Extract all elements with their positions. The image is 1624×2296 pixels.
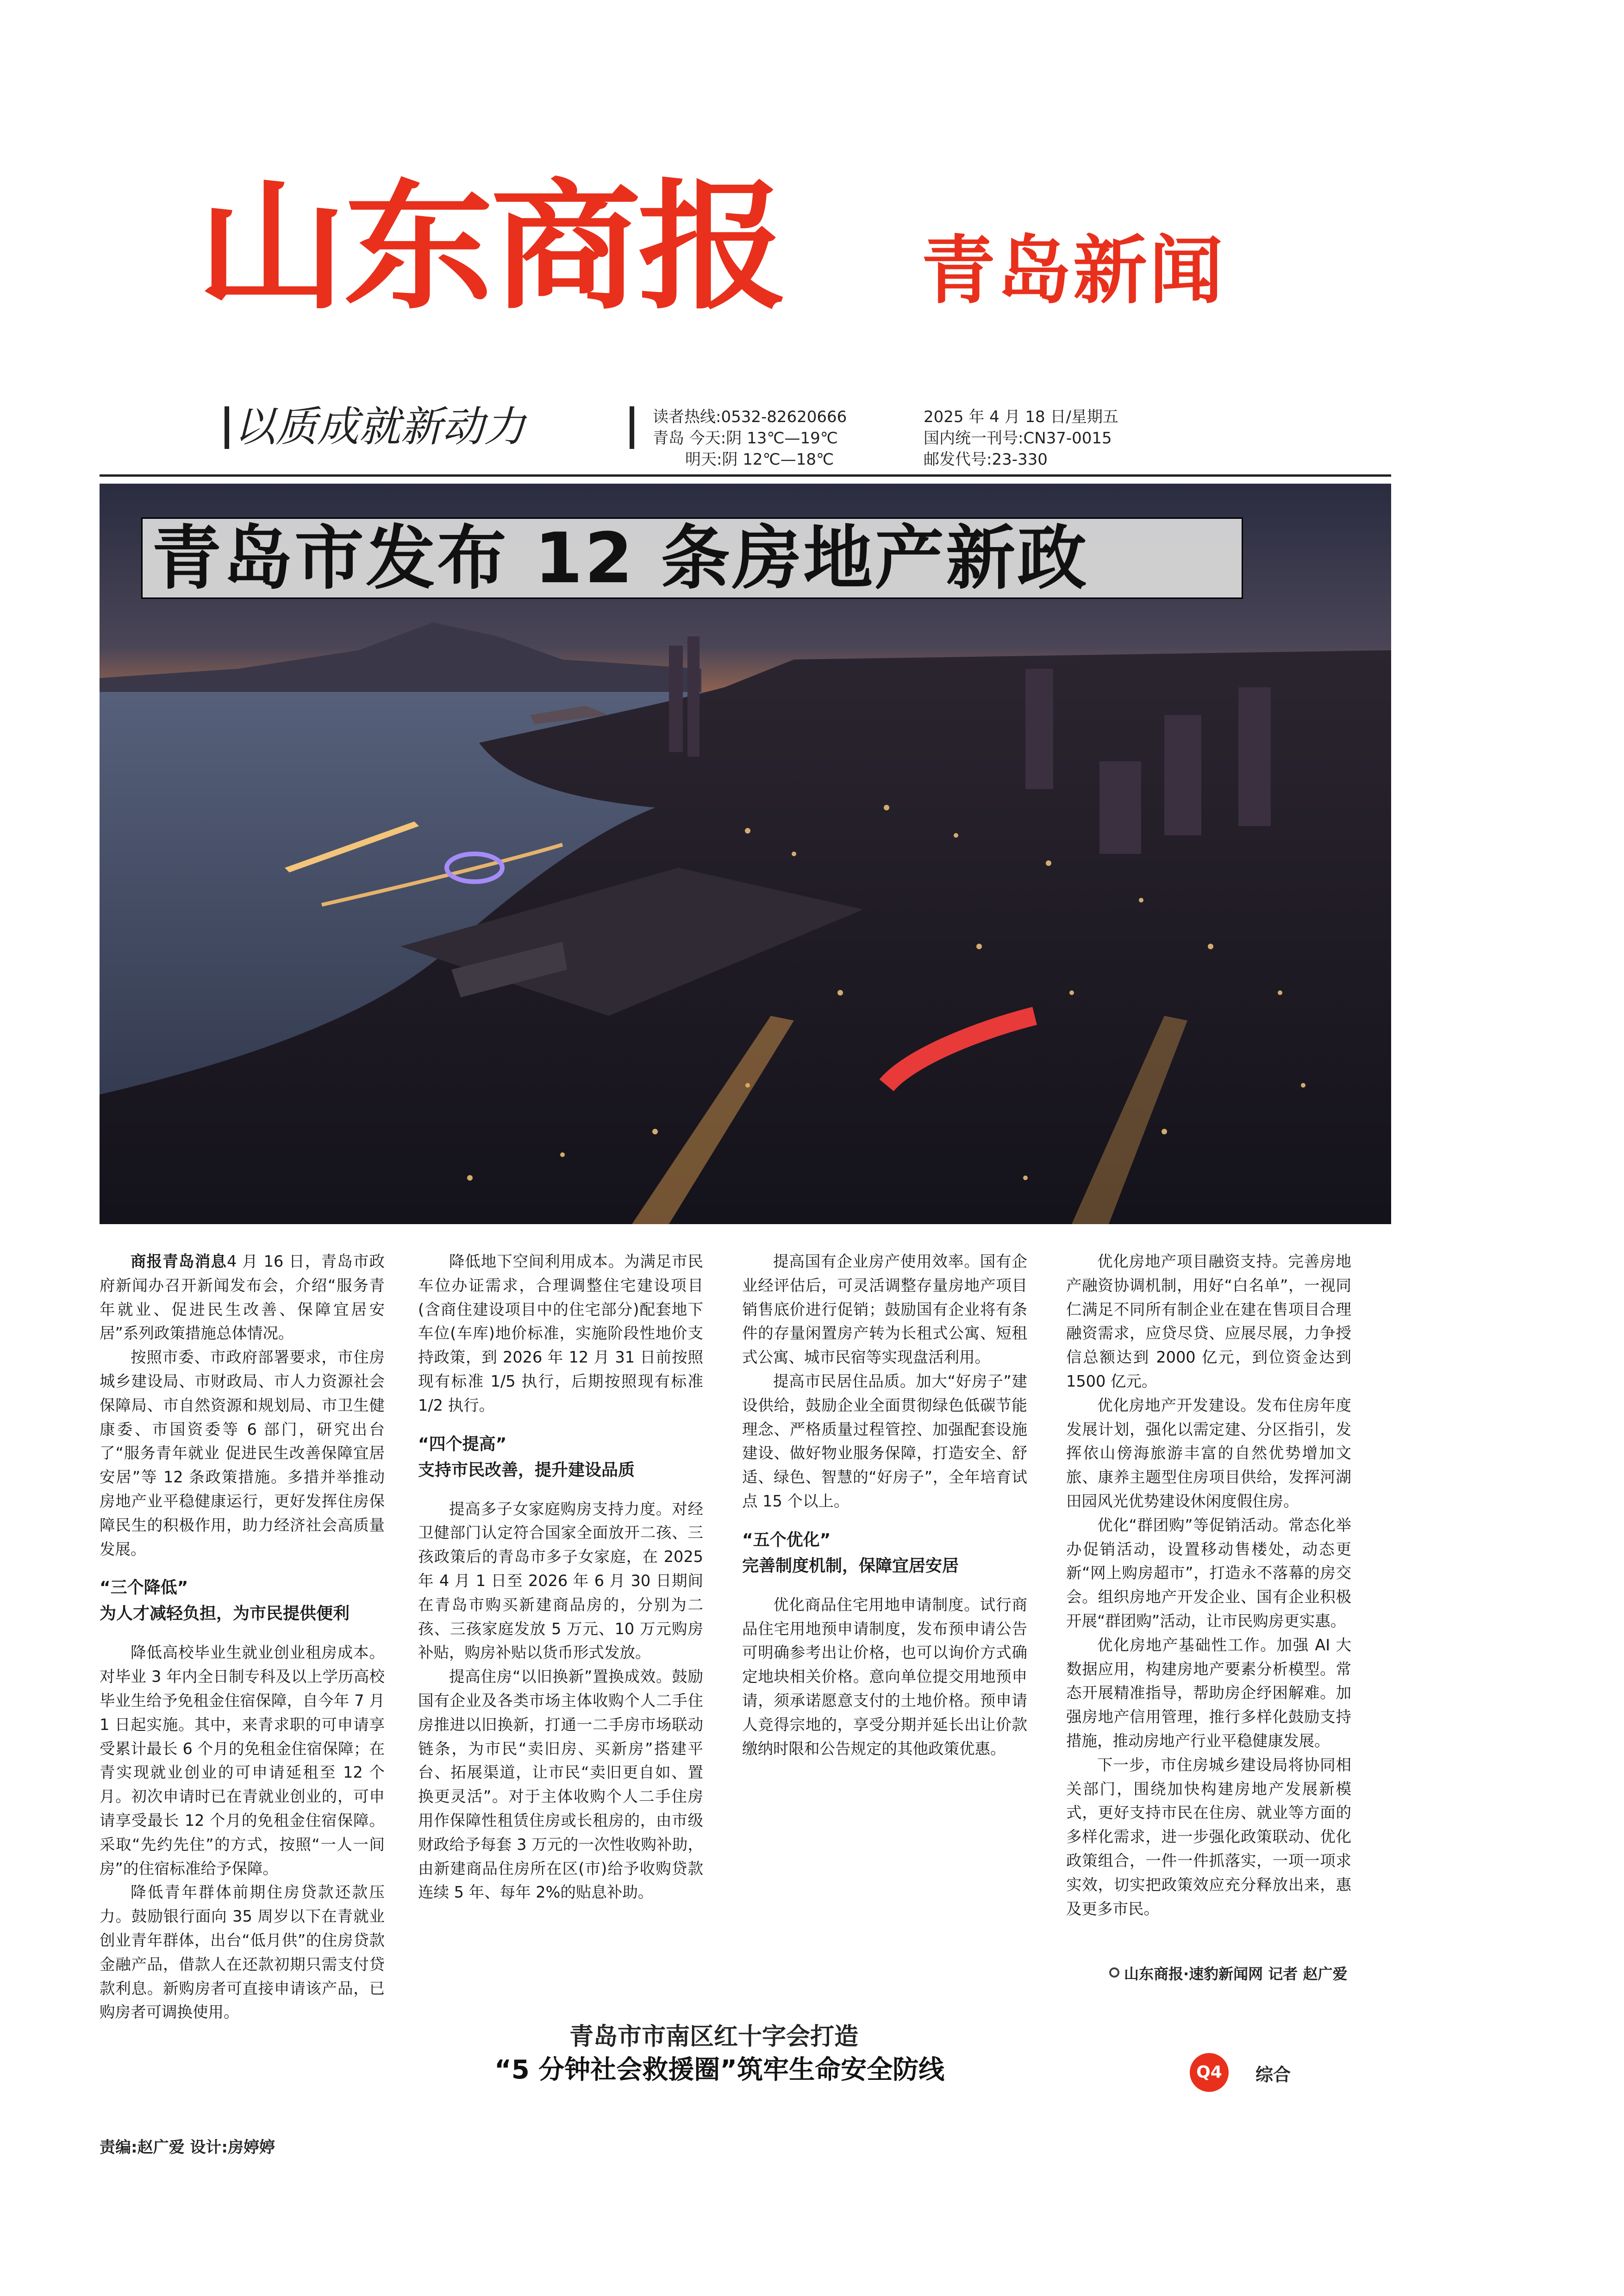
section-1-title: “三个降低” [100,1578,188,1598]
section-2-subtitle: 支持市民改善，提升建设品质 [418,1460,635,1480]
editor-credit: 责编:赵广爱 设计:房婷婷 [100,2138,275,2157]
postal-code: 邮发代号:23-330 [924,450,1048,469]
paragraph: 降低地下空间利用成本。为满足市民车位办证需求，合理调整住宅建设项目(含商住建设项目中的住宅部分)配套地下车位(车库)地价标准，实施阶段性地价支持政策，到 2026 年 12 月 31 日前按照现有标准 1/5 执行，后期按照现有标准 1/2 执行。 [418,1252,703,1414]
paragraph: 按照市委、市政府部署要求，市住房城乡建设局、市财政局、市人力资源社会保障局、市自然资源和规划局、市卫生健康委、市国资委等 6 部门，研究出台了“服务青年就业 促进民生改善保障宜居安居”等 12 条政策措施。多措并举推动房地产业平稳健康运行，更好发挥住房保障民生的积极作用，助力经济社会高质量发展。 [100,1348,385,1558]
paragraph: 下一步，市住房城乡建设局将协同相关部门，围绕加快构建房地产发展新模式，更好支持市民在住房、就业等方面的多样化需求，进一步强化政策联动、优化政策组合，一件一件抓落实，一项一项求实效，切实把政策效应充分释放出来，惠及更多市民。 [1066,1755,1351,1918]
weather-today: 青岛 今天:阴 13℃—19℃ [653,429,838,448]
section-1-subtitle: 为人才减轻负担，为市民提供便利 [100,1604,350,1624]
paragraph: 提高多子女家庭购房支持力度。对经卫健部门认定符合国家全面放开二孩、三孩政策后的青岛市多子女家庭，在 2025 年 4 月 1 日至 2026 年 6 月 30 日期间在青岛市购买新建商品房的，分别为二孩、三孩家庭发放 5 万元、10 万元购房补贴，购房补贴以货币形式发放。 [418,1500,703,1662]
section-2-title: “四个提高” [418,1434,507,1454]
paragraph: 优化房地产基础性工作。加强 AI 大数据应用，构建房地产要素分析模型。常态开展精准指导，帮助房企纾困解难。加强房地产信用管理，推行多样化鼓励支持措施，推动房地产行业平稳健康发展。 [1066,1636,1351,1750]
page-number-badge: Q4 [1190,2053,1229,2092]
paragraph: 降低高校毕业生就业创业租房成本。对毕业 3 年内全日制专科及以上学历高校毕业生给予免租金住宿保障，自今年 7 月 1 日起实施。其中，来青求职的可申请享受累计最长 6 个月的免租金住宿保障；在青实现就业创业的可申请延租至 12 个月。初次申请时已在青就业创业的，可申请享受最长 12 个月的免租金住宿保障。采取“先约先住”的方式，按照“一人一间房”的住宿标准给予保障。 [100,1643,385,1878]
teaser-line-1: 青岛市市南区红十字会打造 [569,2023,859,2051]
paragraph: 提高住房“以旧换新”置换成效。鼓励国有企业及各类市场主体收购个人二手住房推进以旧换新，打通一二手房市场联动链条，为市民“卖旧房、买新房”搭建平台、拓展渠道，让市民“卖旧更自如、置换更灵活”。对于主体收购个人二手住房用作保障性租赁住房或长租房的，由市级财政给予每套 3 万元的一次性收购补助，由新建商品住房所在区(市)给予收购贷款连续 5 年、每年 2%的贴息补助。 [418,1668,703,1902]
reader-hotline: 读者热线:0532-82620666 [653,408,847,426]
article-column-2 [418,1250,703,1904]
slogan: 以质成就新动力 [234,403,525,451]
paragraph: 降低青年群体前期住房贷款还款压力。鼓励银行面向 35 周岁以下在青就业创业青年群体，出台“低月供”的住房贷款金融产品，借款人在还款初期只需支付贷款利息。新购房者可直接申请该产品，已购房者可调换使用。 [100,1883,385,2022]
slogan-bracket-right [630,406,634,449]
copyright-icon [1109,1967,1119,1978]
edition-subtitle: 青岛新闻 [921,227,1225,314]
paragraph: 提高国有企业房产使用效率。国有企业经评估后，可灵活调整存量房地产项目销售底价进行促销；鼓励国有企业将有条件的存量闲置房产转为长租式公寓、短租式公寓、城市民宿等实现盘活利用。 [742,1252,1027,1367]
weather-tomorrow: 明天:阴 12℃—18℃ [685,450,834,469]
headline: 青岛市发布 12 条房地产新政 [152,518,1089,599]
masthead-rule [100,474,1391,477]
paragraph: 优化“群团购”等促销活动。常态化举办促销活动，设置移动售楼处，动态更新“网上购房超市”，打造永不落幕的房交会。组织房地产开发企业、国有企业积极开展“群团购”活动，让市民购房更实惠。 [1066,1516,1351,1630]
paragraph: 优化商品住宅用地申请制度。试行商品住宅用地预申请制度，发布预申请公告可明确参考出让价格，也可以询价方式确定地块相关价格。意向单位提交用地预申请，须承诺愿意支付的土地价格。预申请人竞得宗地的，享受分期并延长出让价款缴纳时限和公告规定的其他政策优惠。 [742,1595,1027,1758]
article-column-4 [1066,1250,1351,1921]
paragraph: 优化房地产项目融资支持。完善房地产融资协调机制，用好“白名单”，一视同仁满足不同所有制企业在建在售项目合理融资需求，应贷尽贷、应展尽展，力争授信总额达到 2000 亿元，到位资金达到 1500 亿元。 [1066,1252,1351,1390]
lead-tag: 商报青岛消息 [131,1252,227,1270]
cn-serial-number: 国内统一刊号:CN37-0015 [924,429,1112,448]
paragraph: 优化房地产开发建设。发布住房年度发展计划，强化以需定建、分区指引，发挥依山傍海旅游丰富的自然优势增加文旅、康养主题型住房项目供给，发挥河湖田园风光优势建设休闲度假住房。 [1066,1396,1351,1510]
slogan-bracket-left [225,406,229,449]
issue-date: 2025 年 4 月 18 日/星期五 [924,408,1118,426]
section-3-title: “五个优化” [742,1530,831,1549]
paragraph: 商报青岛消息4 月 16 日，青岛市政府新闻办召开新闻发布会，介绍“服务青年就业、促进民生改善、保障宜居安居”系列政策措施总体情况。 [100,1252,385,1343]
newspaper-title: 山东商报 [197,167,785,328]
article-column-3 [742,1250,1027,1761]
section-3-subtitle: 完善制度机制，保障宜居安居 [742,1556,959,1575]
paragraph: 提高市民居住品质。加大“好房子”建设供给，鼓励企业全面贯彻绿色低碳节能理念、严格质量过程管控、加强配套设施建设、做好物业服务保障，打造安全、舒适、绿色、智慧的“好房子”，全年培育试点 15 个以上。 [742,1372,1027,1510]
article-credit: 山东商报·速豹新闻网 记者 赵广爱 [1124,1965,1348,1983]
article-column-1 [100,1250,385,2024]
section-name: 综合 [1255,2065,1291,2085]
teaser-line-2: “5 分钟社会救援圈”筑牢生命安全防线 [494,2055,945,2085]
